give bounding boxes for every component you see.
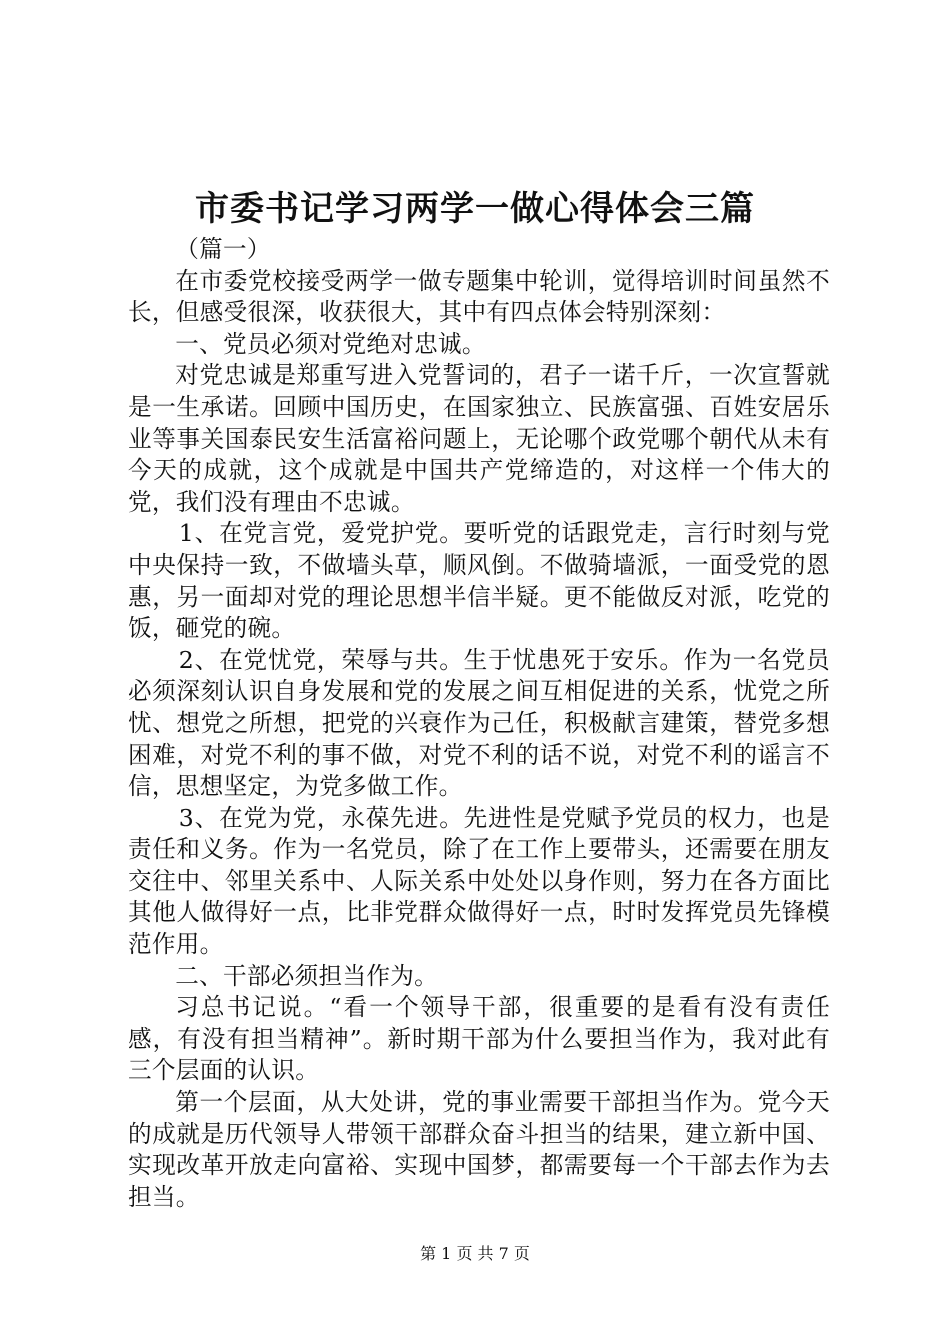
paragraph-part-label: （篇一） <box>175 235 271 263</box>
section-heading-1: 一、党员必须对党绝对忠诚。 <box>175 329 486 358</box>
paragraph-quote: 习总书记说。“看一个领导干部，很重要的是看有没有责任感，有没有担当精神”。新时期干部为什么要担当作为，我对此有三个层面的认识。 <box>128 993 830 1085</box>
list-item-2: 2、在党忧党，荣辱与共。生于忧患死于安乐。作为一名党员必须深刻认识自身发展和党的发展之间互相促进的关系，忧党之所忧、想党之所想，把党的兴衰作为己任，积极献言建策，替党多想困难，对党不利的事不做，对党不利的话不说，对党不利的谣言不信，思想坚定，为党多做工作。 <box>128 645 830 801</box>
document-body <box>128 234 830 1213</box>
list-item-1: 1、在党言党，爱党护党。要听党的话跟党走，言行时刻与党中央保持一致，不做墙头草，顺风倒。不做骑墙派，一面受党的恩惠，另一面却对党的理论思想半信半疑。更不能做反对派，吃党的饭，砸党的碗。 <box>128 519 830 643</box>
list-item-3: 3、在党为党，永葆先进。先进性是党赋予党员的权力，也是责任和义务。作为一名党员，除了在工作上要带头，还需要在朋友交往中、邻里关系中、人际关系中处处以身作则，努力在各方面比其他人做得好一点，比非党群众做得好一点，时时发挥党员先锋模范作用。 <box>128 803 830 959</box>
paragraph-level-1: 第一个层面，从大处讲，党的事业需要干部担当作为。党今天的成就是历代领导人带领干部群众奋斗担当的结果，建立新中国、实现改革开放走向富裕、实现中国梦，都需要每一个干部去作为去担当。 <box>128 1088 830 1211</box>
document-title: 市委书记学习两学一做心得体会三篇 <box>195 189 755 229</box>
paragraph-loyalty: 对党忠诚是郑重写进入党誓词的，君子一诺千斤，一次宣誓就是一生承诺。回顾中国历史，在国家独立、民族富强、百姓安居乐业等事关国泰民安生活富裕问题上，无论哪个政党哪个朝代从未有今天的成就，这个成就是中国共产党缔造的，对这样一个伟大的党，我们没有理由不忠诚。 <box>128 361 830 516</box>
section-heading-2: 二、干部必须担当作为。 <box>175 961 439 990</box>
paragraph-intro: 在市委党校接受两学一做专题集中轮训，觉得培训时间虽然不长，但感受很深，收获很大，其中有四点体会特别深刻： <box>128 266 830 327</box>
page-indicator: 第 1 页 共 7 页 <box>420 1244 530 1263</box>
